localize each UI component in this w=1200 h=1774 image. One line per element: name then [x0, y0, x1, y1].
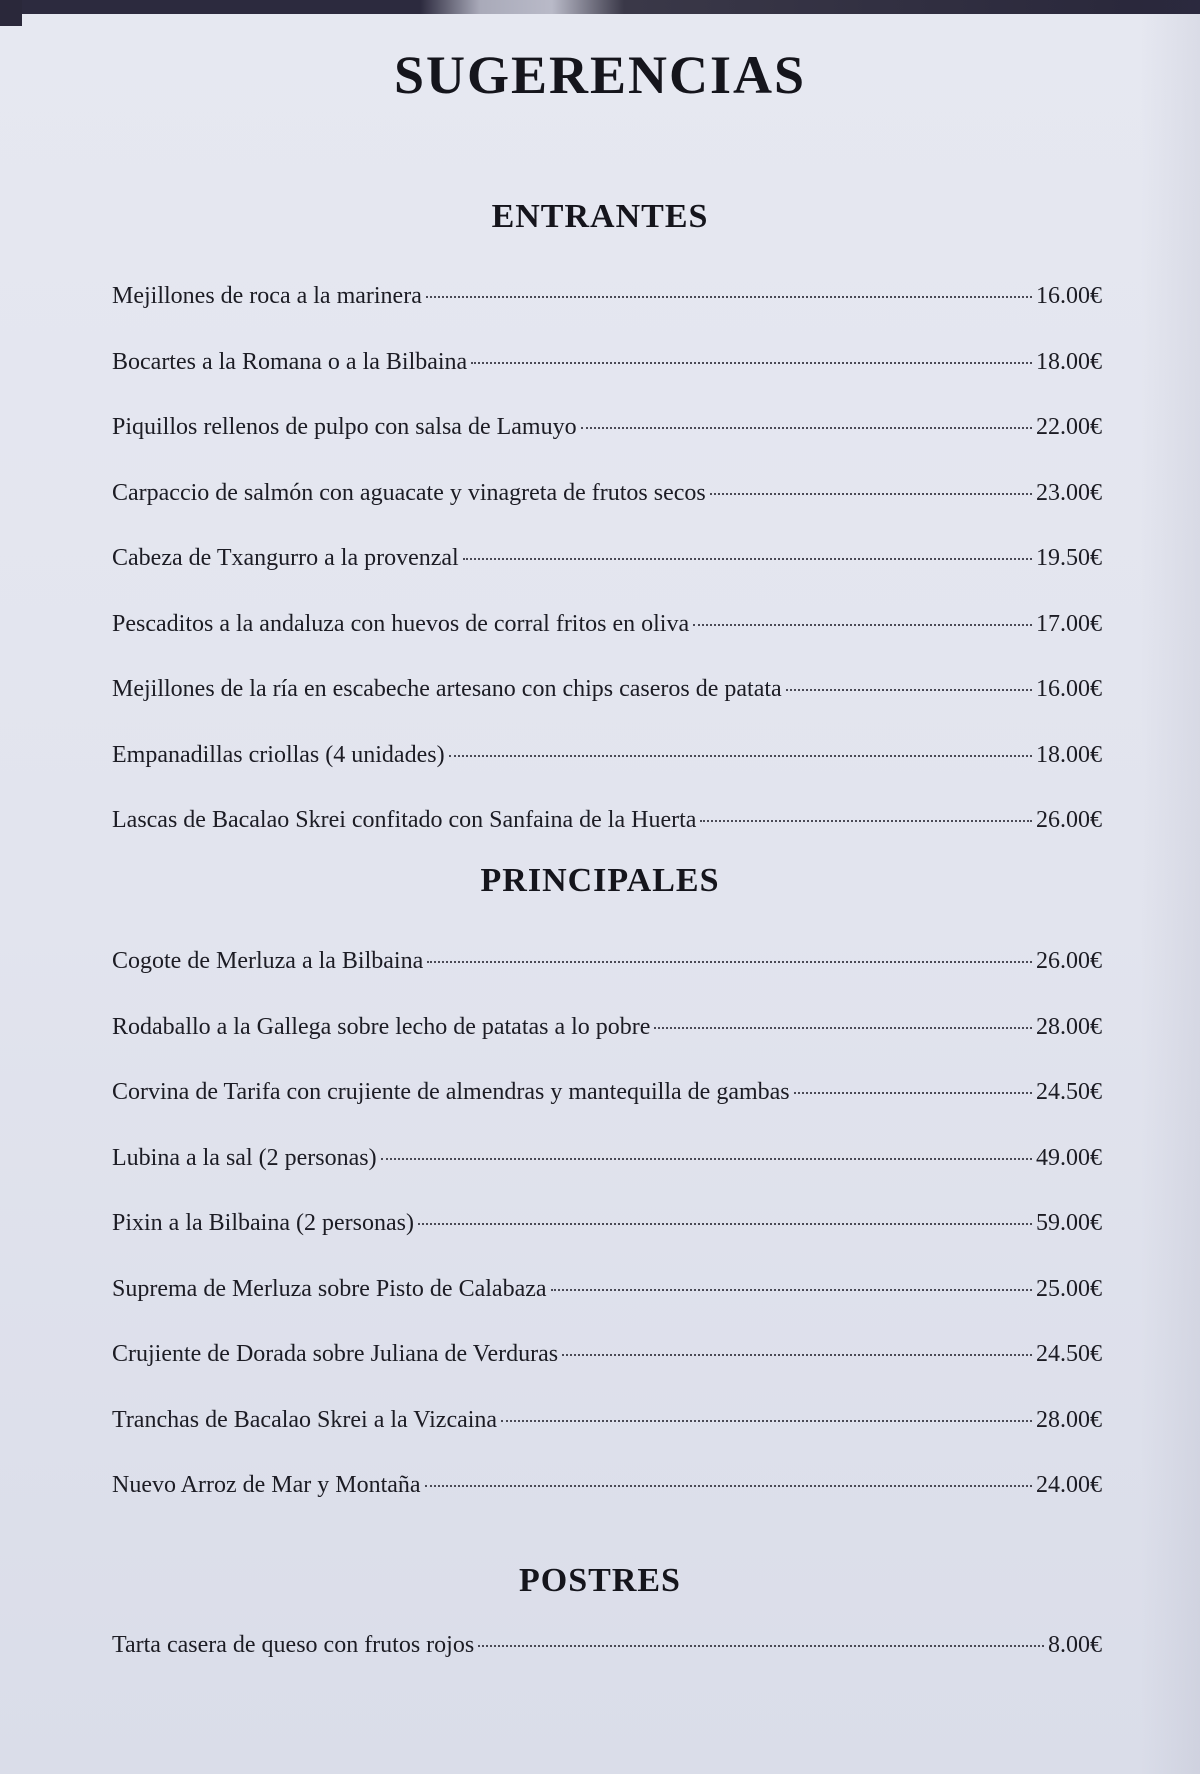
item-name: Bocartes a la Romana o a la Bilbaina: [112, 348, 468, 375]
item-name: Lascas de Bacalao Skrei confitado con Sanfaina de la Huerta: [112, 807, 697, 833]
item-name: Lubina a la sal (2 personas): [112, 1144, 377, 1171]
item-name: Tranchas de Bacalao Skrei a la Vizcaina: [112, 1406, 498, 1433]
item-price: 28.00€: [1036, 1013, 1102, 1040]
menu-item: [112, 742, 1102, 808]
item-price: 26.00€: [1036, 948, 1102, 974]
dot-leader: [426, 296, 1032, 298]
item-name: Cogote de Merluza a la Bilbaina: [112, 948, 424, 974]
item-name: Carpaccio de salmón con aguacate y vinagreta de frutos secos: [112, 479, 706, 506]
item-name: Suprema de Merluza sobre Pisto de Calabaza: [112, 1275, 547, 1302]
page-title: SUGERENCIAS: [393, 45, 807, 105]
dot-leader: [425, 1485, 1032, 1487]
dot-leader: [381, 1158, 1032, 1160]
item-price: 24.50€: [1036, 1341, 1102, 1367]
dot-leader: [551, 1289, 1032, 1291]
item-price: 24.50€: [1036, 1079, 1102, 1105]
item-price: 16.00€: [1036, 283, 1102, 309]
menu-item: [112, 480, 1102, 546]
item-price: 18.00€: [1036, 348, 1102, 375]
section-heading-entrantes: ENTRANTES: [491, 198, 709, 235]
dot-leader: [501, 1420, 1032, 1422]
item-price: 18.00€: [1036, 741, 1102, 768]
dot-leader: [581, 427, 1032, 429]
item-price: 24.00€: [1036, 1472, 1102, 1498]
dot-leader: [794, 1092, 1032, 1094]
menu-item: [112, 1210, 1102, 1276]
dot-leader: [463, 558, 1032, 560]
item-name: Mejillones de roca a la marinera: [112, 283, 422, 309]
dot-leader: [710, 493, 1032, 495]
item-price: 23.00€: [1036, 479, 1102, 506]
dot-leader: [562, 1354, 1032, 1356]
item-price: 17.00€: [1036, 610, 1102, 637]
item-price: 25.00€: [1036, 1275, 1102, 1302]
item-price: 16.00€: [1036, 676, 1102, 702]
section-heading-postres: POSTRES: [519, 1562, 681, 1599]
item-name: Empanadillas criollas (4 unidades): [112, 741, 445, 768]
menu-item: [112, 545, 1102, 611]
item-name: Nuevo Arroz de Mar y Montaña: [112, 1472, 421, 1498]
dot-leader: [654, 1027, 1032, 1029]
item-name: Tarta casera de queso con frutos rojos: [112, 1632, 475, 1658]
item-price: 22.00€: [1036, 414, 1102, 440]
dot-leader: [471, 362, 1032, 364]
top-edge-shadow: [0, 0, 1200, 14]
menu-item: [112, 283, 1102, 349]
menu-item: [112, 1276, 1102, 1342]
menu-item: [112, 1632, 1102, 1698]
dot-leader: [478, 1645, 1044, 1647]
menu-item: [112, 1472, 1102, 1538]
dot-leader: [786, 689, 1032, 691]
section-heading-principales: PRINCIPALES: [480, 862, 720, 899]
menu-item: [112, 1014, 1102, 1080]
item-name: Pescaditos a la andaluza con huevos de corral fritos en oliva: [112, 610, 690, 637]
menu-item: [112, 1145, 1102, 1211]
item-price: 28.00€: [1036, 1406, 1102, 1433]
menu-item: [112, 414, 1102, 480]
dot-leader: [418, 1223, 1032, 1225]
menu-item: [112, 676, 1102, 742]
menu-item: [112, 1407, 1102, 1473]
item-price: 49.00€: [1036, 1144, 1102, 1171]
item-name: Cabeza de Txangurro a la provenzal: [112, 545, 459, 571]
menu-item: [112, 611, 1102, 677]
item-price: 19.50€: [1036, 545, 1102, 571]
dot-leader: [427, 961, 1032, 963]
principales-list: [112, 948, 1102, 1538]
top-corner-shadow: [0, 0, 22, 26]
menu-item: [112, 948, 1102, 1014]
item-name: Mejillones de la ría en escabeche artesano con chips caseros de patata: [112, 676, 782, 702]
dot-leader: [449, 755, 1032, 757]
item-price: 26.00€: [1036, 807, 1102, 833]
item-name: Pixin a la Bilbaina (2 personas): [112, 1210, 414, 1236]
postres-list: [112, 1632, 1102, 1698]
menu-item: [112, 1079, 1102, 1145]
item-price: 8.00€: [1048, 1632, 1102, 1658]
entrantes-list: [112, 283, 1102, 873]
item-name: Piquillos rellenos de pulpo con salsa de Lamuyo: [112, 414, 577, 440]
item-price: 59.00€: [1036, 1210, 1102, 1236]
menu-item: [112, 349, 1102, 415]
item-name: Crujiente de Dorada sobre Juliana de Verduras: [112, 1341, 559, 1367]
menu-item: [112, 1341, 1102, 1407]
item-name: Corvina de Tarifa con crujiente de almendras y mantequilla de gambas: [112, 1079, 790, 1105]
item-name: Rodaballo a la Gallega sobre lecho de patatas a lo pobre: [112, 1013, 651, 1040]
dot-leader: [693, 624, 1032, 626]
dot-leader: [700, 820, 1032, 822]
